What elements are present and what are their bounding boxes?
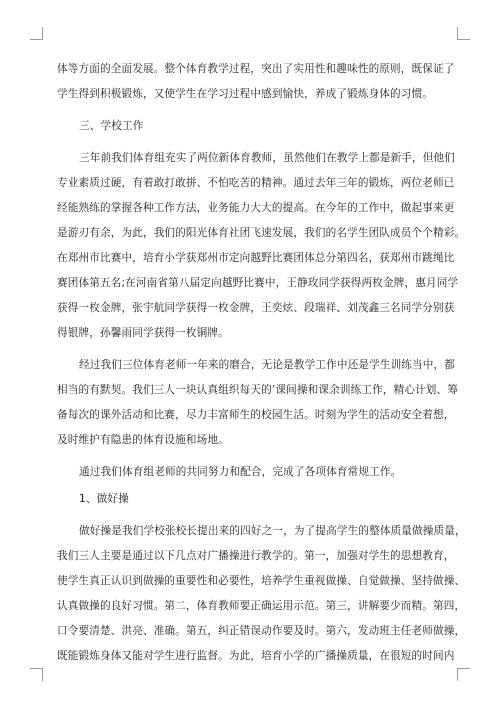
text-line: 经过我们三位体育老师一年来的磨合，无论是教学工作中还是学生训练当中，都 [79, 359, 456, 371]
text-line: 赛团体第五名;在河南省第八届定向越野比赛中，王静玫同学获得两枚金牌，惠月同学 [57, 277, 459, 289]
text-line: 经能熟练的掌握各种工作方法，业务能力大大的提高。在今年的工作中，做起事来更 [57, 202, 455, 214]
crop-mark-bottom-right [457, 668, 470, 681]
text-line: 在郑州市比赛中，培育小学获郑州市定向越野比赛团体总分第四名，获郑州市跳绳比 [57, 252, 455, 264]
text-line: 相当的有默契。我们三人一块认真组织每天的’课间操和课余训练工作，精心计划、筹 [57, 384, 459, 396]
text-line: 是游刃有余，为此，我们的阳光体育社团飞速发展，我们的名学生团队成员个个精彩。 [57, 227, 466, 239]
text-line: 使学生真正认识到做操的重要性和必要性，培养学生重视做操、自觉做操、坚持做操、 [57, 575, 466, 587]
text-line: 备每次的课外活动和比赛，尽力丰富师生的校园生活。时刻为学生的活动安全着想， [57, 409, 455, 421]
crop-mark-top-left [30, 27, 43, 40]
text-line: 及时维护有隐患的体育设施和场地。 [57, 434, 229, 446]
text-line: 得银牌，孙馨雨同学获得一枚铜牌。 [57, 327, 229, 339]
text-line: 获得一枚金牌，张宇航同学获得一枚金牌，王奕炫、段瑞祥、刘茂鑫三名同学分别获 [57, 302, 455, 314]
text-line: 体等方面的全面发展。整个体育教学过程，突出了实用性和趣味性的原则，既保证了 [57, 63, 455, 75]
text-line: 认真做操的良好习惯。第二，体育教师要正确运用示范。第三，讲解要少而精。第四， [57, 600, 466, 612]
text-line: 专业素质过硬，有着敢打敢拼、不怕吃苦的精神。通过去年三年的锻炼，两位老师已 [57, 177, 455, 189]
text-line: 三年前我们体育组充实了两位新体育教师，虽然他们在教学上都是新手，但他们 [79, 152, 456, 164]
crop-mark-bottom-left [30, 668, 43, 681]
text-line: 学生得到积极锻炼，又使学生在学习过程中感到愉快，养成了锻炼身体的习惯。 [57, 88, 434, 100]
text-line: 我们三人主要是通过以下几点对广播操进行教学的。第一，加强对学生的思想教育， [57, 550, 455, 562]
text-line: 三、学校工作 [79, 120, 144, 132]
text-line: 1、做好操 [79, 493, 129, 505]
text-line: 做好操是我们学校张校长提出来的四好之一，为了提高学生的整体质量做操质量， [79, 525, 466, 537]
crop-mark-top-right [457, 27, 470, 40]
text-line: 既能锻炼身体又能对学生进行监督。为此，培育小学的广播操质量，在很短的时间内 [57, 650, 455, 662]
text-line: 口令要清楚、洪亮、准确。第五，纠正错误动作要及时。第六，发动班主任老师做操， [57, 625, 466, 637]
text-line: 通过我们体育组老师的共同努力和配合，完成了各项体育常规工作。 [79, 466, 402, 478]
